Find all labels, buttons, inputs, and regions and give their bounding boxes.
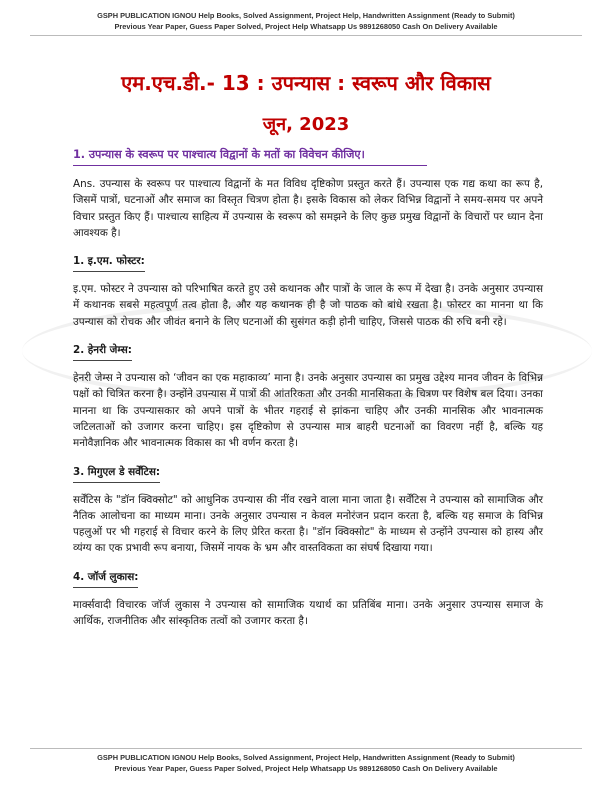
section-heading-lukacs: 4. जॉर्ज लुकास:: [73, 569, 138, 588]
section-text-lukacs: मार्क्सवादी विचारक जॉर्ज लुकास ने उपन्यास को सामाजिक यथार्थ का प्रतिबिंब माना। उनके अनुसार उपन्यास समाज के आर्थिक, राजनीतिक और सांस्कृतिक तत्वों को उजागर करता है।: [73, 598, 543, 628]
footer-line-2: Previous Year Paper, Guess Paper Solved, Project Help Whatsapp Us 9891268050 Cash On Delivery Available: [114, 764, 498, 773]
header-line-1: GSPH PUBLICATION IGNOU Help Books, Solved Assignment, Project Help, Handwritten Assignment (Ready to Submit): [97, 11, 515, 20]
header-divider: [30, 35, 582, 36]
page-header: [40, 10, 572, 32]
section-heading-forster: 1. इ.एम. फोस्टर:: [73, 253, 145, 272]
exam-date: जून, 2023: [262, 114, 350, 135]
header-line-2: Previous Year Paper, Guess Paper Solved, Project Help Whatsapp Us 9891268050 Cash On Delivery Available: [114, 22, 498, 31]
page-title: एम.एच.डी.- 13 : उपन्यास : स्वरूप और विकास: [121, 71, 491, 95]
section-text-cervantes: सर्वेंटिस के "डॉन क्विक्सोट" को आधुनिक उपन्यास की नींव रखने वाला माना जाता है। सर्वेंटिस ने उपन्यास को सामाजिक और नैतिक आलोचना का माध्यम माना। उनके अनुसार उपन्यास न केवल मनोरंजन प्रदान करता है, बल्कि यह समाज के विभिन्न पहलुओं पर भी गहराई से विचार करने के लिए प्रेरित करता है। "डॉन क्विक्सोट" के माध्यम से उन्होंने उपन्यास को हास्य और व्यंग्य का एक प्रभावी रूप बनाया, जिसमें नायक के भ्रम और वास्तविकता का संघर्ष दिखाया गया।: [73, 493, 543, 555]
section-text-james: हेनरी जेम्स ने उपन्यास को ‘जीवन का एक महाकाव्य’ माना है। उनके अनुसार उपन्यास का प्रमुख उद्देश्य मानव जीवन के विभिन्न पक्षों को चित्रित करना है। उन्होंने उपन्यास में पात्रों की आंतरिकता और उनकी मानसिकता के चित्रण पर विशेष बल दिया। उनका मानना था कि उपन्यासकार को अपने पात्रों के भीतर गहराई से झांकना चाहिए और उनकी मानसिक और भावनात्मक जटिलताओं को उजागर करना चाहिए। इस दृष्टिकोण से उपन्यास मात्र बाहरी घटनाओं का विवरण नहीं है, बल्कि यह मनोवैज्ञानिक और भावनात्मक विकास का भी वर्णन करता है।: [73, 372, 543, 450]
answer-intro: Ans. उपन्यास के स्वरूप पर पाश्चात्य विद्वानों के मत विविध दृष्टिकोण प्रस्तुत करते हैं। उपन्यास एक गद्य कथा का रूप है, जिसमें पात्रों, घटनाओं और समाज का विस्तृत चित्रण होता है। इसके विकास को लेकर विभिन्न विद्वानों ने समय-समय पर अपने विचार प्रस्तुत किए हैं। पाश्चात्य साहित्य में उपन्यास के स्वरूप को समझने के लिए कुछ प्रमुख विद्वानों के विचारों पर ध्यान देना आवश्यक है।: [73, 178, 543, 239]
question-heading: 1. उपन्यास के स्वरूप पर पाश्चात्य विद्वानों के मतों का विवेचन कीजिए।: [73, 147, 427, 166]
main-content: [73, 147, 543, 637]
section-heading-james: 2. हेनरी जेम्स:: [73, 342, 132, 361]
section-heading-cervantes: 3. मिगुएल डे सर्वेंटिस:: [73, 464, 160, 483]
section-text-forster: इ.एम. फोस्टर ने उपन्यास को परिभाषित करते हुए उसे कथानक और पात्रों के जाल के रूप में देखा है। उनके अनुसार उपन्यास में कथानक सबसे महत्वपूर्ण तत्व होता है, और यह कथानक ही है जो पाठक को बांधे रखता है। फोस्टर का मानना था कि उपन्यास को रोचक और जीवंत बनाने के लिए घटनाओं की सुसंगत कड़ी होनी चाहिए, जिससे पाठक की रुचि बनी रहे।: [73, 283, 543, 328]
footer-line-1: GSPH PUBLICATION IGNOU Help Books, Solved Assignment, Project Help, Handwritten Assignment (Ready to Submit): [97, 753, 515, 762]
footer-divider: [30, 748, 582, 749]
page-footer: [40, 752, 572, 774]
